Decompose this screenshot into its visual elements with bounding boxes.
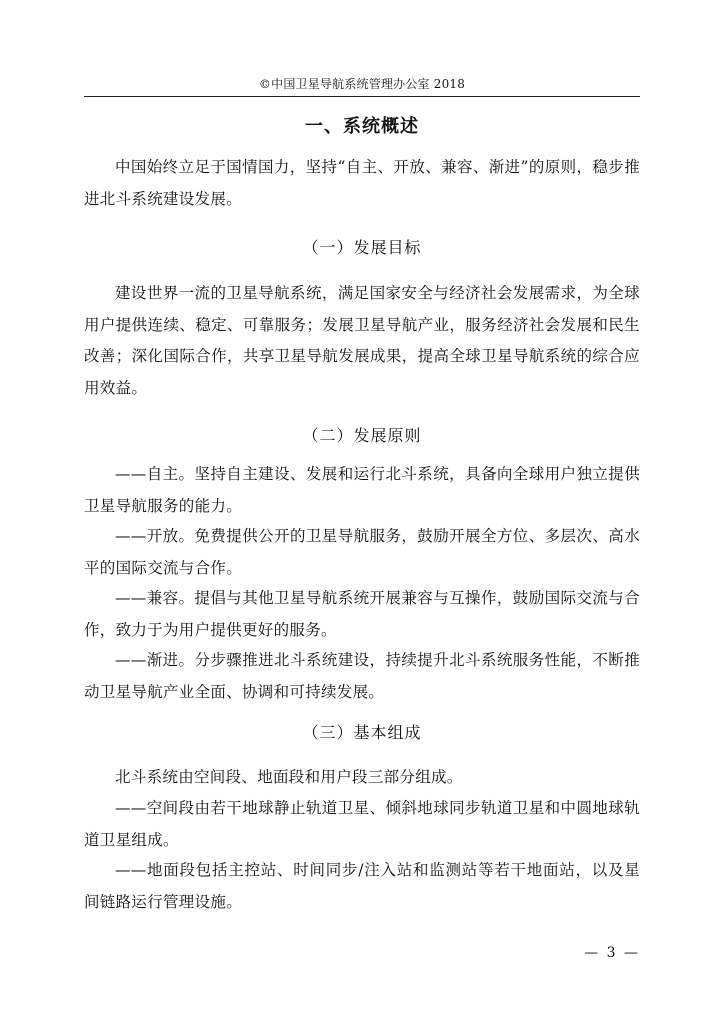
header-text: ©中国卫星导航系统管理办公室 2018 [258, 77, 466, 91]
principle-item-gradualness: ——渐进。分步骤推进北斗系统建设，持续提升北斗系统服务性能，不断推动卫星导航产业全面、协调和可持续发展。 [84, 651, 640, 701]
principles-heading: （二）发展原则 [302, 426, 422, 445]
header-divider [84, 96, 640, 97]
section-intro-paragraph: 中国始终立足于国情国力，坚持“自主、开放、兼容、渐进”的原则，稳步推进北斗系统建设发展。 [84, 158, 640, 208]
principle-item-openness: ——开放。免费提供公开的卫星导航服务，鼓励开展全方位、多层次、高水平的国际交流与合作。 [84, 527, 640, 577]
composition-heading: （三）基本组成 [302, 723, 422, 742]
goals-heading: （一）发展目标 [302, 238, 422, 257]
principle-item-compatibility: ——兼容。提倡与其他卫星导航系统开展兼容与互操作，鼓励国际交流与合作，致力于为用户提供更好的服务。 [84, 589, 640, 639]
composition-item-ground-segment: ——地面段包括主控站、时间同步/注入站和监测站等若干地面站，以及星间链路运行管理设施。 [84, 861, 640, 911]
composition-item-space-segment: ——空间段由若干地球静止轨道卫星、倾斜地球同步轨道卫星和中圆地球轨道卫星组成。 [84, 799, 640, 849]
goals-paragraph: 建设世界一流的卫星导航系统，满足国家安全与经济社会发展需求，为全球用户提供连续、稳定、可靠服务；发展卫星导航产业，服务经济社会发展和民生改善；深化国际合作，共享卫星导航发展成果，提高全球卫星导航系统的综合应用效益。 [84, 284, 640, 397]
principle-item-autonomy: ——自主。坚持自主建设、发展和运行北斗系统，具备向全球用户独立提供卫星导航服务的能力。 [84, 465, 640, 515]
page-number: — 3 — [584, 945, 640, 961]
section-title: 一、系统概述 [305, 116, 419, 137]
composition-intro-paragraph: 北斗系统由空间段、地面段和用户段三部分组成。 [115, 768, 463, 786]
